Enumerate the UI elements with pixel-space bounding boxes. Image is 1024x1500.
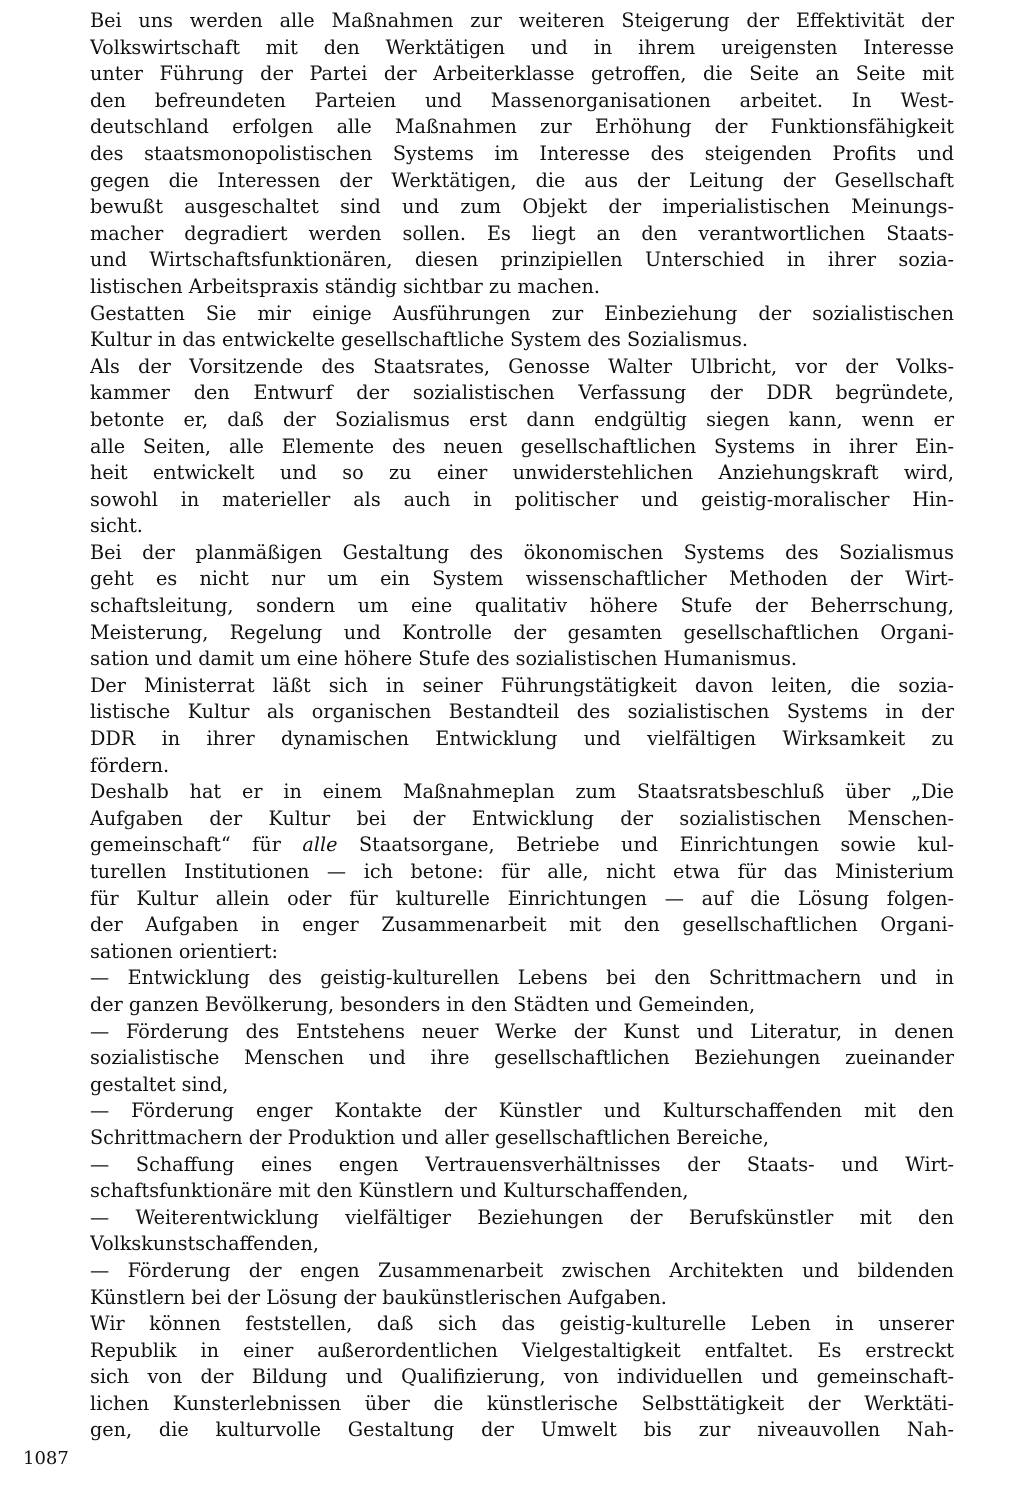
text-line: Bei der planmäßigen Gestaltung des ökonomischen Systems des Sozialismus xyxy=(90,540,954,564)
text-line: gegen die Interessen der Werktätigen, die aus der Leitung der Gesellschaft xyxy=(90,168,954,192)
text-line: — Weiterentwicklung vielfältiger Beziehungen der Berufskünstler mit den xyxy=(90,1205,954,1229)
text-line: Wir können feststellen, daß sich das geistig-kulturelle Leben in unserer xyxy=(90,1312,954,1336)
text-line: den befreundeten Parteien und Massenorganisationen arbeitet. In West- xyxy=(90,88,954,112)
text-line: Deshalb hat er in einem Maßnahmeplan zum Staatsratsbeschluß über „Die xyxy=(90,780,954,804)
text-line: — Förderung des Entstehens neuer Werke der Kunst und Literatur, in denen xyxy=(90,1019,954,1043)
text-line: DDR in ihrer dynamischen Entwicklung und vielfältigen Wirksamkeit zu xyxy=(90,727,954,751)
text-line: der Aufgaben in enger Zusammenarbeit mit den gesellschaftlichen Organi- xyxy=(90,913,954,937)
text-line: und Wirtschaftsfunktionären, diesen prinzipiellen Unterschied in ihrer sozia- xyxy=(90,248,954,272)
text-line: des staatsmonopolistischen Systems im Interesse des steigenden Profits und xyxy=(90,141,954,165)
text-line: — Förderung enger Kontakte der Künstler und Kulturschaffenden mit den xyxy=(90,1099,954,1123)
text-line: Volkskunstschaffenden, xyxy=(90,1232,319,1256)
text-line: schaftsleitung, sondern um eine qualitativ höhere Stufe der Beherrschung, xyxy=(90,594,954,618)
text-line: sowohl in materieller als auch in politischer und geistig-moralischer Hin- xyxy=(90,487,954,511)
text-line: sozialistische Menschen und ihre gesellschaftlichen Beziehungen zueinander xyxy=(90,1046,954,1070)
text-line: sicht. xyxy=(90,514,143,538)
text-line: Meisterung, Regelung und Kontrolle der gesamten gesellschaftlichen Organi- xyxy=(90,620,954,644)
text-line: schaftsfunktionäre mit den Künstlern und Kulturschaffenden, xyxy=(90,1179,689,1203)
text-line: gemeinschaft“ für alle Staatsorgane, Betriebe und Einrichtungen sowie kul- xyxy=(90,833,954,857)
text-line: betonte er, daß der Sozialismus erst dann endgültig siegen kann, wenn er xyxy=(90,407,954,431)
page-number: 1087 xyxy=(23,1448,69,1469)
text-line: — Förderung der engen Zusammenarbeit zwischen Architekten und bildenden xyxy=(90,1258,954,1282)
text-line: turellen Institutionen — ich betone: für alle, nicht etwa für das Ministerium xyxy=(90,860,954,883)
text-line: Aufgaben der Kultur bei der Entwicklung der sozialistischen Menschen- xyxy=(90,806,954,830)
text-line: fördern. xyxy=(90,753,170,777)
text-line: Als der Vorsitzende des Staatsrates, Genosse Walter Ulbricht, vor der Volks- xyxy=(90,354,954,378)
text-line: — Schaffung eines engen Vertrauensverhältnisses der Staats- und Wirt- xyxy=(90,1152,954,1176)
text-line: alle Seiten, alle Elemente des neuen gesellschaftlichen Systems in ihrer Ein- xyxy=(90,434,954,458)
text-line: lichen Kunsterlebnissen über die künstlerische Selbsttätigkeit der Werktäti- xyxy=(90,1391,954,1415)
emphasized-word: alle xyxy=(302,833,338,857)
text-line: deutschland erfolgen alle Maßnahmen zur Erhöhung der Funktionsfähigkeit xyxy=(90,115,954,139)
text-line: sation und damit um eine höhere Stufe des sozialistischen Humanismus. xyxy=(90,647,798,671)
text-line: Kultur in das entwickelte gesellschaftliche System des Sozialismus. xyxy=(90,328,748,352)
text-line: macher degradiert werden sollen. Es liegt an den verantwortlichen Staats- xyxy=(90,221,954,245)
text-line: sich von der Bildung und Qualifizierung, von individuellen und gemeinschaft- xyxy=(90,1365,954,1389)
text-line: Der Ministerrat läßt sich in seiner Führungstätigkeit davon leiten, die sozia- xyxy=(90,673,954,697)
text-line: unter Führung der Partei der Arbeiterklasse getroffen, die Seite an Seite mit xyxy=(90,62,954,86)
text-line: listischen Arbeitspraxis ständig sichtbar zu machen. xyxy=(90,274,600,298)
text-line: Gestatten Sie mir einige Ausführungen zur Einbeziehung der sozialistischen xyxy=(90,301,954,325)
body-text xyxy=(90,8,954,1444)
text-line: gestaltet sind, xyxy=(90,1072,229,1096)
text-line: — Entwicklung des geistig-kulturellen Lebens bei den Schrittmachern und in xyxy=(90,966,954,990)
text-line: heit entwickelt und so zu einer unwiderstehlichen Anziehungskraft wird, xyxy=(90,461,954,485)
text-line: für Kultur allein oder für kulturelle Einrichtungen — auf die Lösung folgen- xyxy=(90,886,954,910)
text-line: kammer den Entwurf der sozialistischen Verfassung der DDR begründete, xyxy=(90,381,954,405)
text-line: listische Kultur als organischen Bestandteil des sozialistischen Systems in der xyxy=(90,700,954,724)
text-line: Republik in einer außerordentlichen Vielgestaltigkeit entfaltet. Es erstreckt xyxy=(90,1338,954,1362)
text-line: bewußt ausgeschaltet sind und zum Objekt der imperialistischen Meinungs- xyxy=(90,195,954,219)
text-line: Künstlern bei der Lösung der baukünstlerischen Aufgaben. xyxy=(90,1285,667,1309)
text-line: Schrittmachern der Produktion und aller gesellschaftlichen Bereiche, xyxy=(90,1125,769,1149)
text-line: Volkswirtschaft mit den Werktätigen und in ihrem ureigensten Interesse xyxy=(90,35,954,59)
text-line: Bei uns werden alle Maßnahmen zur weiteren Steigerung der Effektivität der xyxy=(90,9,954,32)
text-line: sationen orientiert: xyxy=(90,939,278,963)
text-line: der ganzen Bevölkerung, besonders in den Städten und Gemeinden, xyxy=(90,992,756,1016)
text-line: geht es nicht nur um ein System wissenschaftlicher Methoden der Wirt- xyxy=(90,567,954,591)
text-line: gen, die kulturvolle Gestaltung der Umwelt bis zur niveauvollen Nah- xyxy=(90,1418,954,1442)
